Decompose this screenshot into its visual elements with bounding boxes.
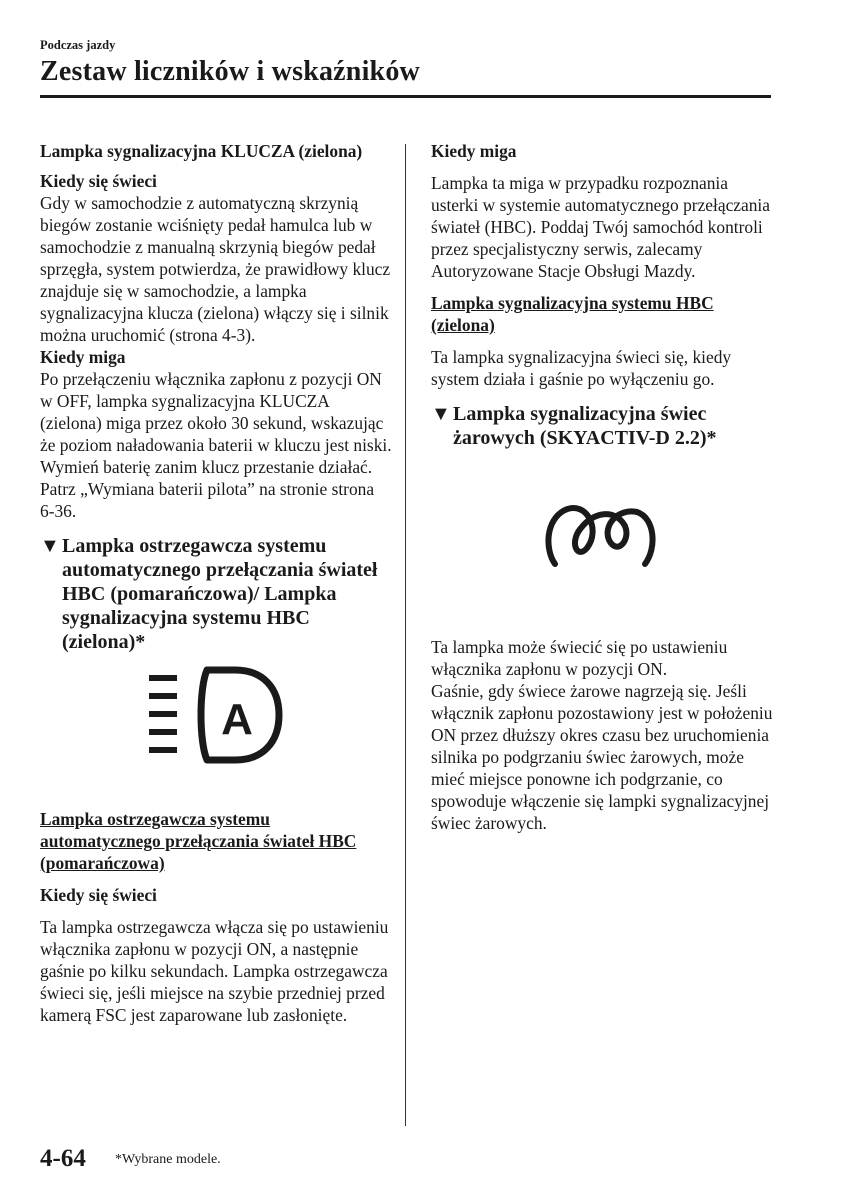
hbc-warning-on-text: Ta lampka ostrzegawcza włącza się po ustawieniu włącznika zapłonu w pozycji ON, a następnie gaśnie po kilku sekundach. Lampka ostrzegawcza świeci się, jeśli miejsce na szybie przedniej przed kamerą FSC jest zaparowane lub zasłonięte. bbox=[40, 917, 389, 1025]
right-column bbox=[431, 140, 776, 834]
section-label: Podczas jazdy bbox=[40, 38, 116, 52]
key-see-text: Patrz „Wymiana baterii pilota” na stronie strona 6-36. bbox=[40, 479, 375, 521]
key-blink-text: Po przełączeniu włącznika zapłonu z pozycji ON w OFF, lampka sygnalizacyjna KLUCZA (zielona) miga przez około 30 sekund, wskazując że poziom naładowania baterii w kluczu jest niski. Wymień baterię zanim klucz przestanie działać. bbox=[40, 369, 392, 477]
glow-text-2: Gaśnie, gdy świece żarowe nagrzeją się. Jeśli włącznik zapłonu pozostawiony jest w położeniu ON przez dłuższy okres czasu bez uruchomienia silnika po podgrzaniu świec żarowych, może mieć miejsce ponowne ich podgrzanie, co spowoduje włączenie się lampki sygnalizacyjnej świec żarowych. bbox=[431, 681, 773, 833]
key-on-heading: Kiedy się świeci bbox=[40, 171, 157, 191]
auto-high-beam-icon bbox=[143, 658, 392, 808]
hbc-section-heading bbox=[40, 534, 392, 654]
glow-heading-text: Lampka sygnalizacyjna świec żarowych (SKYACTIV-D 2.2)* bbox=[453, 403, 717, 449]
key-light-title: Lampka sygnalizacyjna KLUCZA (zielona) bbox=[40, 141, 363, 161]
blink-text: Lampka ta miga w przypadku rozpoznania usterki w systemie automatycznego przełączania świateł (HBC). Poddaj Twój samochód kontroli przez specjalistyczny serwis, zalecamy Autoryzowane Stacje Obsługi Mazdy. bbox=[431, 173, 770, 281]
title-rule bbox=[40, 95, 771, 98]
svg-text:A: A bbox=[221, 695, 253, 744]
hbc-warning-title: Lampka ostrzegawcza systemu automatycznego przełączania świateł HBC (pomarańczowa) bbox=[40, 809, 357, 873]
page-title: Zestaw liczników i wskaźników bbox=[40, 56, 420, 87]
blink-heading: Kiedy miga bbox=[431, 141, 517, 161]
hbc-green-title: Lampka sygnalizacyjna systemu HBC (zielona) bbox=[431, 293, 714, 335]
hbc-warning-on-heading: Kiedy się świeci bbox=[40, 885, 157, 905]
hbc-green-text: Ta lampka sygnalizacyjna świeci się, kiedy system działa i gaśnie po wyłączeniu go. bbox=[431, 347, 732, 389]
page-number: 4-64 bbox=[40, 1145, 86, 1172]
hbc-heading-text: Lampka ostrzegawcza systemu automatycznego przełączania świateł HBC (pomarańczowa)/ Lampka sygnalizacyjna systemu HBC (zielona)* bbox=[62, 535, 378, 653]
key-blink-heading: Kiedy miga bbox=[40, 347, 126, 367]
glow-plug-icon bbox=[541, 500, 776, 636]
column-divider bbox=[405, 144, 406, 1126]
left-column bbox=[40, 140, 392, 1026]
key-on-text: Gdy w samochodzie z automatyczną skrzynią biegów zostanie wciśnięty pedał hamulca lub w samochodzie z manualną skrzynią biegów pedał sprzęgła, system potwierdza, że prawidłowy klucz znajduje się w samochodzie, a lampka sygnalizacyjna klucza (zielona) włączy się i silnik można uruchomić (strona 4-3). bbox=[40, 193, 391, 345]
triangle-marker-icon: ▼ bbox=[40, 535, 60, 557]
footnote: *Wybrane modele. bbox=[115, 1152, 221, 1167]
glow-text-1: Ta lampka może świecić się po ustawieniu włącznika zapłonu w pozycji ON. bbox=[431, 637, 728, 679]
triangle-marker-icon: ▼ bbox=[431, 403, 451, 425]
glow-section-heading bbox=[431, 402, 776, 450]
